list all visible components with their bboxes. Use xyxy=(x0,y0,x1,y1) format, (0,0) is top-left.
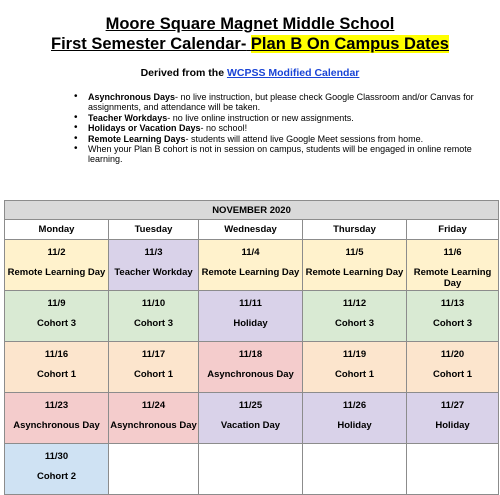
calendar-week-1 xyxy=(5,240,499,291)
day-date: 11/4 xyxy=(241,247,260,258)
derived-from-line xyxy=(0,67,500,79)
calendar-day-cell xyxy=(303,393,407,444)
day-date: 11/10 xyxy=(141,298,166,309)
day-date: 11/17 xyxy=(141,349,166,360)
calendar-day-cell xyxy=(109,393,199,444)
bullet-teacher-workdays xyxy=(74,113,494,123)
day-label: Cohort 3 xyxy=(334,318,375,329)
day-date: 11/27 xyxy=(440,400,465,411)
day-date: 11/5 xyxy=(345,247,364,258)
bullet-plan-b-cohort xyxy=(74,144,494,164)
day-date: 11/16 xyxy=(44,349,69,360)
day-header-tuesday: Tuesday xyxy=(109,220,199,240)
calendar-day-cell xyxy=(407,240,499,291)
day-date: 11/9 xyxy=(47,298,66,309)
calendar-title-highlight: Plan B On Campus Dates xyxy=(250,35,449,53)
calendar-day-cell xyxy=(407,393,499,444)
day-date: 11/23 xyxy=(44,400,69,411)
bullet-term: Remote Learning Days xyxy=(88,133,186,144)
calendar-day-cell xyxy=(109,291,199,342)
day-label: Asynchronous Day xyxy=(13,420,100,431)
day-label: Asynchronous Day xyxy=(110,420,197,431)
day-label: Holiday xyxy=(233,318,268,329)
day-label: Holiday xyxy=(435,420,470,431)
calendar-day-cell xyxy=(5,393,109,444)
calendar-day-cell xyxy=(5,291,109,342)
day-label: Cohort 3 xyxy=(133,318,174,329)
day-date: 11/24 xyxy=(141,400,166,411)
document-header xyxy=(0,14,500,54)
day-label: Vacation Day xyxy=(220,420,281,431)
calendar-day-cell xyxy=(303,240,407,291)
calendar-day-cell xyxy=(199,393,303,444)
day-label: Cohort 3 xyxy=(36,318,77,329)
calendar-week-5 xyxy=(5,444,499,495)
calendar-day-cell xyxy=(303,342,407,393)
school-name: Moore Square Magnet Middle School xyxy=(105,15,395,33)
bullet-term: Teacher Workdays xyxy=(88,112,168,123)
calendar-day-cell xyxy=(109,240,199,291)
day-label: Cohort 2 xyxy=(36,471,77,482)
day-date: 11/12 xyxy=(342,298,367,309)
day-date: 11/11 xyxy=(239,298,262,309)
calendar-day-cell xyxy=(199,342,303,393)
calendar-week-3 xyxy=(5,342,499,393)
calendar-week-2 xyxy=(5,291,499,342)
day-date: 11/20 xyxy=(440,349,465,360)
day-header-wednesday: Wednesday xyxy=(199,220,303,240)
day-header-thursday: Thursday xyxy=(303,220,407,240)
day-date: 11/3 xyxy=(144,247,163,258)
bullet-desc: - students will attend live Google Meet sessions from home. xyxy=(185,133,424,144)
derived-prefix: Derived from the xyxy=(140,67,225,79)
calendar-title xyxy=(0,34,500,54)
day-date: 11/30 xyxy=(44,451,69,462)
bullet-remote-learning-days xyxy=(74,134,494,144)
calendar-title-prefix: First Semester Calendar- xyxy=(51,35,247,53)
day-label: Asynchronous Day xyxy=(207,369,294,380)
day-label: Cohort 3 xyxy=(433,318,473,329)
calendar-empty-cell xyxy=(199,444,303,495)
bullet-term: Asynchronous Days xyxy=(88,92,176,102)
november-calendar-table xyxy=(4,200,499,495)
calendar-month-header: NOVEMBER 2020 xyxy=(5,201,499,220)
day-date: 11/13 xyxy=(440,298,465,309)
day-date: 11/19 xyxy=(342,349,367,360)
bullet-desc: - no live instruction, but please check Google Classroom and/or Canvas for assignments, and attendance will be taken. xyxy=(88,92,474,112)
day-date: 11/6 xyxy=(443,247,462,258)
calendar-day-cell xyxy=(199,291,303,342)
calendar-week-4 xyxy=(5,393,499,444)
day-label: Remote Learning Day xyxy=(7,267,106,278)
calendar-day-cell xyxy=(199,240,303,291)
calendar-empty-cell xyxy=(303,444,407,495)
bullet-desc: When your Plan B cohort is not in session on campus, students will be engaged in online remote learning. xyxy=(88,144,472,164)
calendar-day-cell xyxy=(303,291,407,342)
bullet-asynchronous-days xyxy=(74,92,494,112)
calendar-day-cell xyxy=(407,342,499,393)
day-date: 11/26 xyxy=(342,400,367,411)
bullet-term: Holidays or Vacation Days xyxy=(88,123,201,133)
day-label: Remote Learning Day xyxy=(305,267,404,278)
bullet-desc: - no school! xyxy=(200,123,248,133)
calendar-empty-cell xyxy=(109,444,199,495)
day-label: Teacher Workday xyxy=(114,267,193,278)
day-label: Cohort 1 xyxy=(133,369,174,380)
calendar-day-cell xyxy=(5,444,109,495)
legend-bullet-list xyxy=(74,92,494,165)
day-date: 11/18 xyxy=(238,349,263,360)
bullet-desc: - no live online instruction or new assignments. xyxy=(167,112,354,123)
day-date: 11/2 xyxy=(47,247,66,258)
wcpss-calendar-link[interactable]: WCPSS Modified Calendar xyxy=(226,67,360,79)
calendar-empty-cell xyxy=(407,444,499,495)
day-label: Cohort 1 xyxy=(36,369,77,380)
day-label: Remote Learning Day xyxy=(413,267,492,289)
calendar-day-cell xyxy=(5,240,109,291)
calendar-day-cell xyxy=(5,342,109,393)
day-header-friday: Friday xyxy=(407,220,499,240)
calendar-day-cell xyxy=(109,342,199,393)
bullet-holidays xyxy=(74,123,494,133)
day-label: Cohort 1 xyxy=(334,369,375,380)
day-date: 11/25 xyxy=(238,400,263,411)
calendar-day-cell xyxy=(407,291,499,342)
day-label: Remote Learning Day xyxy=(201,267,300,278)
day-label: Cohort 1 xyxy=(433,369,473,380)
day-label: Holiday xyxy=(337,420,372,431)
day-header-monday: Monday xyxy=(5,220,109,240)
